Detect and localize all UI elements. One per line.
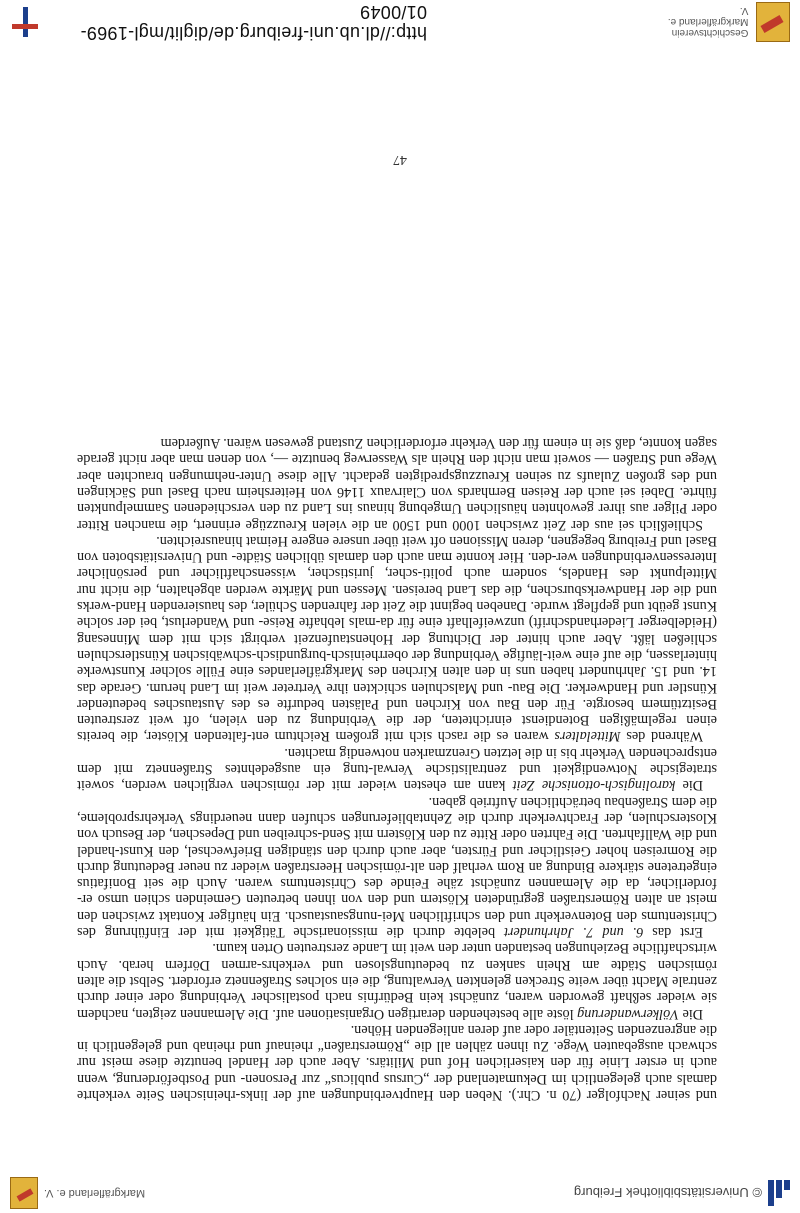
society-name: Markgräflerland e. V. [44,1187,146,1200]
society-label [663,6,748,39]
text-run: löste alle bestehenden derartigen Organisationen auf. Die Alemannen zeigten, nachdem sie wieder seßhaft geworden waren, zunächst kein Bedürfnis nach postalischer Verbindung oder einer durch zentrale Macht über weite Strecken gelenkten Verwaltung, die ein solches Straßennetz erfordert. Selbst die alten römischen Städte am Rhein sanken zu bedeutungslosen und verkehrs-armen Dörfern herab. Auch wirtschaftliche Beziehungen bestanden unter den weit im Lande zerstreuten Orten kaum. [77,940,717,1022]
paragraph [77,533,717,745]
university-logo-icon [14,7,38,37]
text-run: und seiner Nachfolger (70 n. Chr.). Neben den Hauptverbindungen auf der links-rheinischen Seite verkehrte damals auch gelegentlich im Dekumatenland der „Cursus publicus“ zur Personen- und Postbeförderung, wenn auch in erster Linie für den kaiserlichen Hof und Militärs. Aber auch der Handel benutzte diese meist nur schwach ausgebauten Wege. Zu ihnen zählen all die „Römerstraßen“ rheinauf und rheinab und gelegentlich in die angrenzenden Seitentäler oder auf deren anliegenden Höhen. [77,1021,717,1103]
article-body [77,435,717,1103]
society-line-2: Markgräflerland e. V. [667,5,749,28]
header-bar [0,1173,800,1213]
text-run: waren es die rasch sich mit großem Reichtum ent-faltenden Klöster, die bereits einen regelmäßigen Botendienst einrichteten, der die Verbindung zu den vielen, oft weit zerstreuten Besitztümern besorgte. Für den Bau von Kirchen und Palästen bedurfte es des Austausches bedeutender Künstler und Handwerker. Die Bau- und Malschulen schickten ihre Vertreter weit im Land herum. Gerade das 14. und 15. Jahrhundert haben uns in den alten Kirchen des Markgräflerlandes eine Fülle solcher Kunstwerke hinterlassen, die auf eine weit-läufige Verbindung der oberrheinisch-burgundisch-schwäbischen Künstlerschulen schließen läßt. Aber auch hinter der Dichtung der Hohenstaufenzeit verbirgt sich mit dem Minnesang (Heidelberger Liederhandschrift) unzweifelhaft eine für da-mals lebhafte Reise- und Wanderlust, bei der solche Kunst geübt und gepflegt wurde. Daneben beginnt die Zeit der fahrenden Schüler, des hausierenden Hand-werks und die der Handwerksburschen, die das Land bereisen. Messen und Märkte werden abgehalten, die nicht nur Mittelpunkt des Handels, sondern auch politi-scher, juristischer, wissenschaftlicher und persönlicher Interessenverbindungen wer-den. Hier konnte man auch den damals üblichen Städte- und Universitätsboten von Basel und Freiburg begegnen, deren Missionen oft weit über unsere engere Heimat hinausreichten. [76,532,717,745]
text-run: Die [678,1005,703,1022]
text-run: Schließlich sei aus der Zeit zwischen 1000 und 1500 an die vielen Kreuzzüge erinnert, die manchen Ritter oder Pilger aus ihrer gewohnten häuslichen Umgebung hinaus ins Land zu den verschiedenen Sammelpunkten führte. Dabei sei auch der Reisen Bernhards von Clairvaux 1146 von Heitersheim nach Basel und Säckingen und des großen Zulaufs zu seinen Kreuzzugspredigten gedacht. Alle diese Unter-nehmungen brauchten aber Wege und Straßen — soweit man nicht den Rhein als Wasserweg benutzte —, von denen man aber nicht gerade sagen konnte, daß sie in einem für den Verkehr erforderlichen Zustand gewesen wären. Außerdem [77,435,717,533]
emphasized-text: Mittelalters [554,728,621,745]
footer-left [663,2,800,42]
paragraph [77,940,717,1021]
society-line-1: Geschichtsverein [671,27,749,39]
university-library-logo-icon [768,1180,790,1206]
paragraph [77,435,717,533]
text-run: Die [675,777,703,794]
coat-of-arms-icon [10,1177,38,1209]
emphasized-text: 6. und 7. Jahrhundert [504,924,644,941]
header-right [0,1177,145,1209]
text-run: Während des [620,728,703,745]
text-run: kann am ehesten wieder mit der römischen verglichen werden, soweit strategische Notwendigkeit und zentralistische Verwal-tung ein ausgedehntes Straßennetz mit dem entsprechenden Verkehr bis in die letzten Grenzmarken notwendig machten. [77,744,717,794]
footer-bar [0,0,800,44]
paragraph [77,744,717,793]
header-left [574,1180,800,1206]
text-run: Erst das [643,924,703,941]
paragraph [77,1022,717,1103]
emphasized-text: Völkerwanderung [577,1005,679,1022]
paragraph [77,793,717,940]
coat-of-arms-icon [756,2,790,42]
permalink-url[interactable]: http://dl.ub.uni-freiburg.de/diglit/mgl-1969-01/0049 [80,2,427,43]
emphasized-text: karolingisch-ottonische Zeit [512,777,676,794]
copyright-notice: © Universitätsbibliothek Freiburg [573,1185,762,1201]
text-run: belebte durch die missionarische Tätigkeit mit der Einführung des Christentums den Botenverkehr und den schriftlichen Mei-nungsaustausch. Ein häufiger Kontakt zwischen den meist an alten Römerstraßen gegründeten Klöstern und den von ihnen betreuten Gemeinden schien umso er-forderlicher, da die Alemannen zunächst zähe Feinde des Christentums waren. Auch die seit Bonifatius eingetretene stärkere Bindung an Rom verhalf den alt-römischen Heerstraßen wieder zu neuer Bedeutung durch die Romreisen hoher Geistlicher und Fürsten, aber auch durch den ständigen Briefwechsel, den Kunst-handel und die Wallfahrten. Die Fahrten oder Ritte zu den Klöstern mit Send-schreiben und Depeschen, der Besuch von Klosterschulen, der Frachtverkehr durch die Zehntablieferungen schufen dann neuerdings Verkehrsprobleme, die dem Straßenbau beträchtlichen Auftrieb gaben. [77,793,717,941]
page-number: 47 [393,152,407,167]
